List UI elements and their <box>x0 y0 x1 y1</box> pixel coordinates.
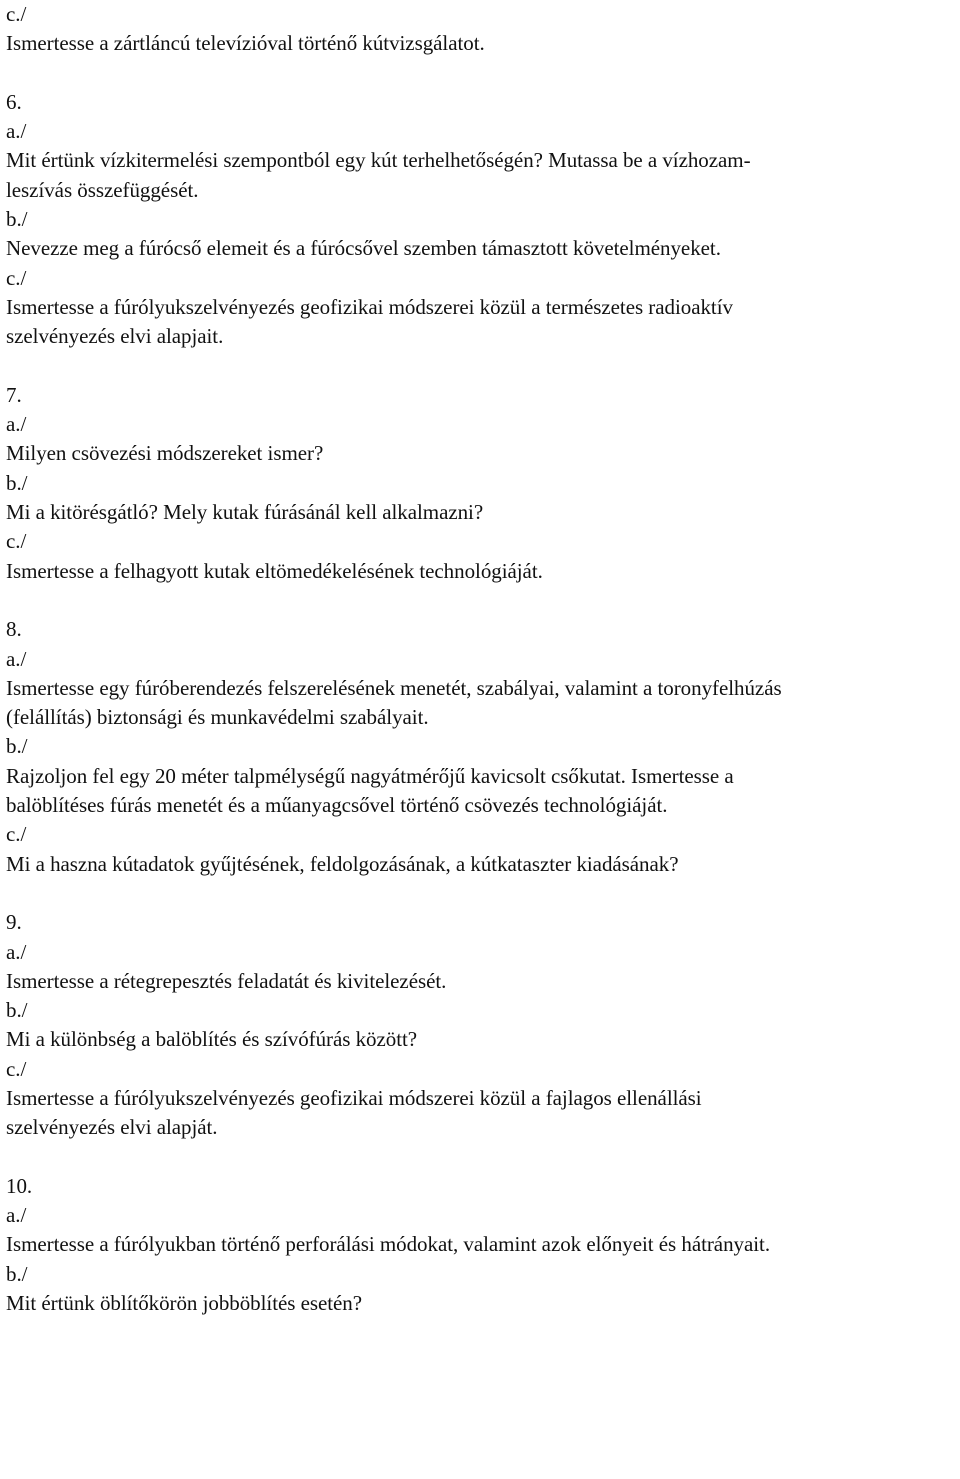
document-page <box>6 0 956 1318</box>
question-label: b./ <box>6 734 28 759</box>
question-text: Ismertesse a fúrólyukszelvényezés geofizikai módszerei közül a természetes radioaktív <box>6 294 733 319</box>
question-label: c./ <box>6 1056 27 1081</box>
question-text: Nevezze meg a fúrócső elemeit és a fúrócsővel szemben támasztott követelményeket. <box>6 236 721 261</box>
question-label: c./ <box>6 529 27 554</box>
section-number: 9. <box>6 910 22 935</box>
question-text: Rajzoljon fel egy 20 méter talpmélységű nagyátmérőjű kavicsolt csőkutat. Ismertesse a <box>6 763 734 788</box>
spacer <box>6 59 956 88</box>
section-number: 7. <box>6 382 22 407</box>
question-label: a./ <box>6 412 27 437</box>
question-label: a./ <box>6 646 27 671</box>
question-text: Ismertesse a zártláncú televízióval történő kútvizsgálatot. <box>6 31 485 56</box>
question-text: Mit értünk öblítőkörön jobböblítés esetén? <box>6 1291 363 1316</box>
spacer <box>6 586 956 615</box>
question-label: b./ <box>6 998 28 1023</box>
question-label: a./ <box>6 939 27 964</box>
spacer <box>6 1143 956 1172</box>
question-label: b./ <box>6 1261 28 1286</box>
question-text: Mi a különbség a balöblítés és szívófúrás között? <box>6 1027 418 1052</box>
spacer <box>6 352 956 381</box>
question-label: c./ <box>6 2 27 26</box>
question-label: c./ <box>6 822 27 847</box>
question-label: b./ <box>6 207 28 232</box>
section-number: 8. <box>6 617 22 642</box>
question-text: balöblítéses fúrás menetét és a műanyagcsővel történő csövezés technológiáját. <box>6 793 668 818</box>
section-number: 6. <box>6 89 22 114</box>
question-text: szelvényezés elvi alapjait. <box>6 324 224 349</box>
question-text: (felállítás) biztonsági és munkavédelmi szabályait. <box>6 705 429 730</box>
question-text: leszívás összefüggését. <box>6 177 199 202</box>
question-text: Ismertesse a fúrólyukban történő perforálási módokat, valamint azok előnyeit és hátrányait. <box>6 1232 771 1257</box>
question-text: Ismertesse a rétegrepesztés feladatát és kivitelezését. <box>6 968 447 993</box>
question-label: b./ <box>6 470 28 495</box>
question-text: Mi a kitörésgátló? Mely kutak fúrásánál kell alkalmazni? <box>6 500 484 525</box>
question-text: szelvényezés elvi alapját. <box>6 1115 218 1140</box>
question-text: Mi a haszna kútadatok gyűjtésének, feldolgozásának, a kútkataszter kiadásának? <box>6 851 679 876</box>
question-label: a./ <box>6 119 27 144</box>
spacer <box>6 879 956 908</box>
question-label: c./ <box>6 265 27 290</box>
question-text: Ismertesse a felhagyott kutak eltömedékelésének technológiáját. <box>6 558 543 583</box>
question-label: a./ <box>6 1203 27 1228</box>
question-text: Milyen csövezési módszereket ismer? <box>6 441 324 466</box>
question-text: Ismertesse egy fúróberendezés felszerelésének menetét, szabályai, valamint a toronyfelhúzás <box>6 675 782 700</box>
question-text: Ismertesse a fúrólyukszelvényezés geofizikai módszerei közül a fajlagos ellenállási <box>6 1085 702 1110</box>
section-number: 10. <box>6 1173 33 1198</box>
question-text: Mit értünk vízkitermelési szempontból egy kút terhelhetőségén? Mutassa be a vízhozam- <box>6 148 751 173</box>
